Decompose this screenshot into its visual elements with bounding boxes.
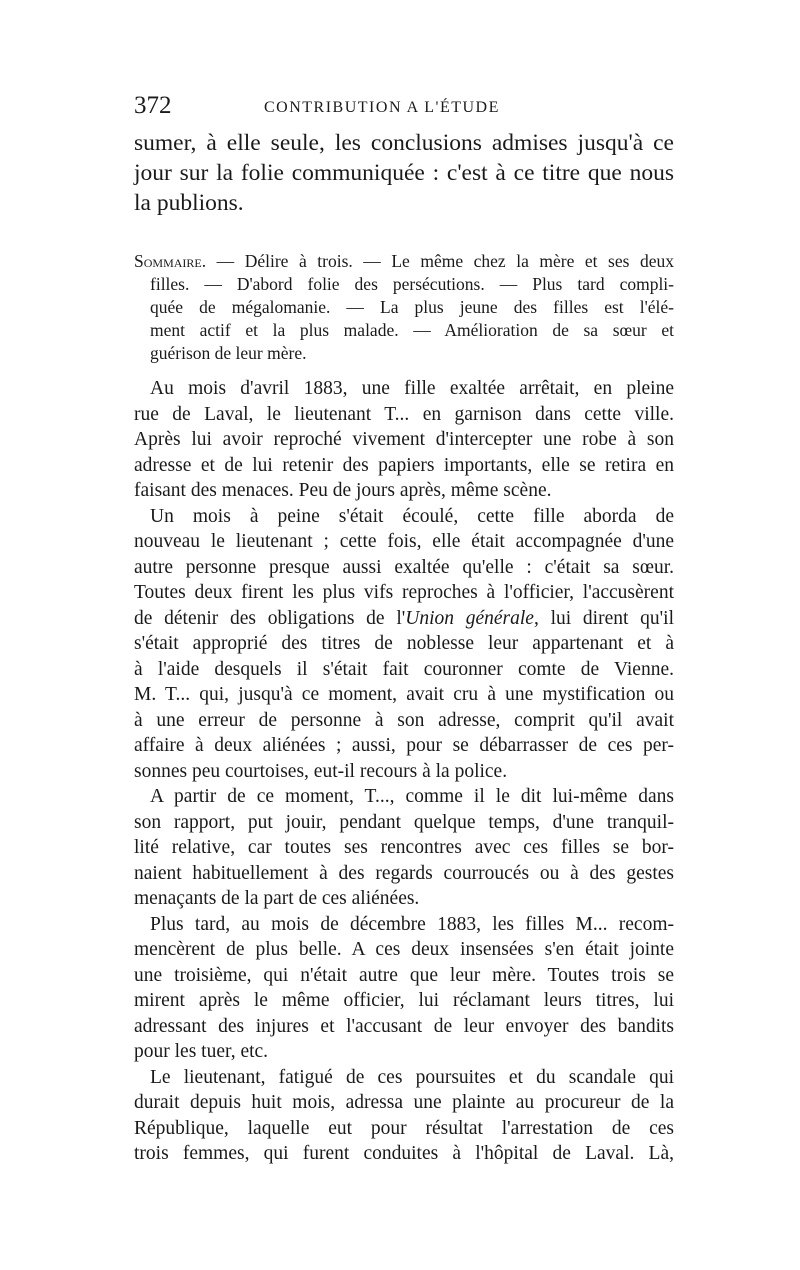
intro-line: sumer, à elle seule, les conclusions admises jusqu'à ce — [134, 130, 674, 156]
text-line: à l'aide desquels il s'était fait couronner comte de Vienne. — [134, 658, 674, 680]
text-line: pour les tuer, etc. — [134, 1041, 269, 1062]
text-line: adresse et de lui retenir des papiers importants, elle se retira en — [134, 454, 674, 476]
text-line: naient habituellement à des regards courroucés ou à des gestes — [134, 862, 674, 884]
italic-title: Union générale — [405, 607, 534, 629]
text-line: A partir de ce moment, T..., comme il le dit lui-même dans — [150, 786, 674, 807]
text-line — [134, 606, 674, 632]
page-header — [134, 92, 674, 124]
text-line: durait depuis huit mois, adressa une plainte au procureur de la — [134, 1092, 674, 1113]
text-line: Plus tard, au mois de décembre 1883, les filles M... recom- — [150, 913, 674, 935]
text-line: mencèrent de plus belle. A ces deux insensées s'en était jointe — [134, 939, 674, 960]
text-line: menaçants de la part de ces aliénées. — [134, 888, 420, 909]
body-text — [134, 376, 674, 1167]
text-line: Après lui avoir reproché vivement d'intercepter une robe à son — [134, 429, 674, 450]
text-line: adressant des injures et l'accusant de leur envoyer des bandits — [134, 1015, 674, 1037]
text-line: Le lieutenant, fatigué de ces poursuites et du scandale qui — [150, 1066, 674, 1088]
text-line: s'était approprié des titres de noblesse leur appartenant et à — [134, 633, 674, 654]
text-line: nouveau le lieutenant ; cette fois, elle était accompagnée d'une — [134, 531, 674, 552]
text-line: autre personne presque aussi exaltée qu'elle : c'était sa sœur. — [134, 556, 674, 578]
text-line: M. T... qui, jusqu'à ce moment, avait cru à une mystification ou — [134, 684, 674, 705]
summary-line — [134, 250, 674, 273]
text-line: mirent après le même officier, lui réclamant leurs titres, lui — [134, 990, 674, 1011]
intro-line: jour sur la folie communiquée : c'est à ce titre que nous — [134, 160, 674, 186]
summary-text: — Délire à trois. — Le même chez la mère et ses deux — [216, 251, 675, 271]
summary-label: Sommaire. — [134, 251, 207, 271]
text-line: faisant des menaces. Peu de jours après, même scène. — [134, 480, 552, 501]
text-line: sonnes peu courtoises, eut-il recours à la police. — [134, 760, 508, 782]
text-line: Un mois à peine s'était écoulé, cette fille aborda de — [150, 505, 674, 527]
intro-line: la publions. — [134, 190, 244, 216]
text-line: Au mois d'avril 1883, une fille exaltée arrêtait, en pleine — [150, 378, 674, 399]
text-line: à une erreur de personne à son adresse, comprit qu'il avait — [134, 709, 674, 731]
text-segment: de détenir des obligations de l' — [134, 607, 406, 629]
text-line: lité relative, car toutes ses rencontres avec ces filles se bor- — [134, 837, 674, 858]
summary-line: quée de mégalomanie. — La plus jeune des filles est l'élé- — [150, 297, 674, 317]
page-number: 372 — [134, 92, 172, 119]
summary-line: ment actif et la plus malade. — Amélioration de sa sœur et — [150, 320, 674, 340]
text-line: trois femmes, qui furent conduites à l'hôpital de Laval. Là, — [134, 1143, 674, 1164]
summary-line: guérison de leur mère. — [150, 343, 307, 363]
text-line: République, laquelle eut pour résultat l'arrestation de ces — [134, 1117, 674, 1139]
text-segment: , lui dirent qu'il — [533, 607, 674, 629]
running-head: CONTRIBUTION A L'ÉTUDE — [264, 99, 500, 116]
intro-paragraph — [134, 128, 674, 218]
summary-block — [134, 250, 674, 365]
text-line: rue de Laval, le lieutenant T... en garnison dans cette ville. — [134, 403, 674, 425]
text-line: affaire à deux aliénées ; aussi, pour se débarrasser de ces per- — [134, 735, 674, 756]
text-line: une troisième, qui n'était autre que leur mère. Toutes trois se — [134, 964, 674, 986]
summary-line: filles. — D'abord folie des persécutions. — Plus tard compli- — [150, 274, 674, 294]
text-line: Toutes deux firent les plus vifs reproches à l'officier, l'accusèrent — [134, 582, 674, 603]
text-line: son rapport, put jouir, pendant quelque temps, d'une tranquil- — [134, 811, 674, 833]
